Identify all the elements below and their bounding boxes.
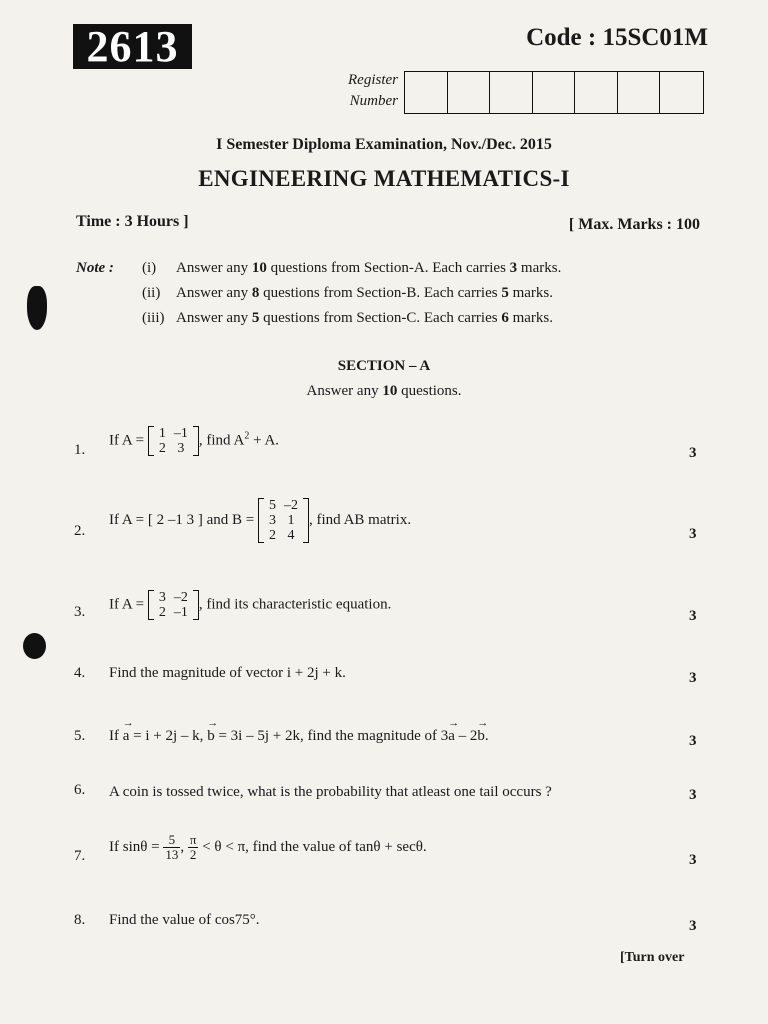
question-marks: 3 [689, 787, 697, 803]
question-text: Find the value of cos75°. [109, 912, 260, 928]
question-marks: 3 [689, 852, 697, 868]
question-text: If A = 3 –2 2 –1 , find its characteristic equation. [109, 590, 392, 620]
matrix-a: 3 –2 2 –1 [148, 590, 199, 620]
time-allowed: Time : 3 Hours ] [76, 213, 189, 230]
register-box[interactable] [618, 72, 661, 113]
note-item: (ii) Answer any 8 questions from Section-B. Each carries 5 marks. [142, 285, 554, 301]
question-number: 4. [74, 665, 86, 681]
matrix-b: 5 –2 3 1 2 4 [258, 498, 309, 543]
question-text: If A = [ 2 –1 3 ] and B = 5 –2 3 1 2 4 , find AB matrix. [109, 498, 412, 543]
question-number: 1. [74, 442, 86, 458]
scan-blot [23, 633, 46, 659]
fraction: $\frac{5}{13}$ [165, 832, 179, 862]
register-number-boxes[interactable] [404, 71, 704, 114]
register-box[interactable] [448, 72, 491, 113]
question-number: 3. [74, 604, 86, 620]
max-marks: [ Max. Marks : 100 [568, 216, 700, 233]
register-box[interactable] [533, 72, 576, 113]
question-number: 7. [74, 848, 86, 864]
question-text: Find the magnitude of vector i + 2j + k. [109, 665, 346, 681]
question-text: If sinθ = $\frac{5}{13}$ , $\frac{\pi}{2}$ < θ < π, find the value of tanθ + secθ. [109, 832, 427, 862]
question-marks: 3 [689, 733, 697, 749]
register-box[interactable] [490, 72, 533, 113]
question-number: 8. [74, 912, 86, 928]
section-instruction: Answer any 10 questions. [306, 383, 462, 399]
subject-title: ENGINEERING MATHEMATICS-I [198, 166, 570, 191]
question-number: 6. [74, 782, 86, 798]
question-text: A coin is tossed twice, what is the probability that atleast one tail occurs ? [109, 784, 552, 800]
question-number: 2. [74, 523, 86, 539]
question-number: 5. [74, 728, 86, 744]
register-box[interactable] [660, 72, 703, 113]
question-text: If A = 1 –1 2 3 , find $A^2 + A$. [109, 426, 280, 456]
fraction: $\frac{\pi}{2}$ [189, 832, 197, 862]
note-label: Note : [76, 260, 114, 276]
register-box[interactable] [575, 72, 618, 113]
question-marks: 3 [689, 526, 697, 542]
note-item: (iii) Answer any 5 questions from Section-C. Each carries 6 marks. [142, 310, 554, 326]
question-marks: 3 [689, 608, 697, 624]
subject-code: Code : 15SC01M [526, 24, 708, 51]
paper-number: 2613 [73, 24, 192, 69]
question-marks: 3 [689, 670, 697, 686]
exam-title: I Semester Diploma Examination, Nov./Dec. 2015 [216, 136, 552, 153]
note-item: (i) Answer any 10 questions from Section-A. Each carries 3 marks. [142, 260, 562, 276]
question-text: If → a = i + 2j – k, → b = 3i – 5j + 2k, find the magnitude of 3→ a – 2→ b. [109, 728, 489, 745]
matrix-a: 1 –1 2 3 [148, 426, 199, 456]
scan-blot [27, 286, 47, 330]
register-box[interactable] [405, 72, 448, 113]
register-number-label: Register Number [348, 72, 398, 109]
question-marks: 3 [689, 918, 697, 934]
turn-over: [Turn over [620, 950, 685, 965]
question-marks: 3 [689, 445, 697, 461]
section-title: SECTION – A [337, 358, 431, 374]
